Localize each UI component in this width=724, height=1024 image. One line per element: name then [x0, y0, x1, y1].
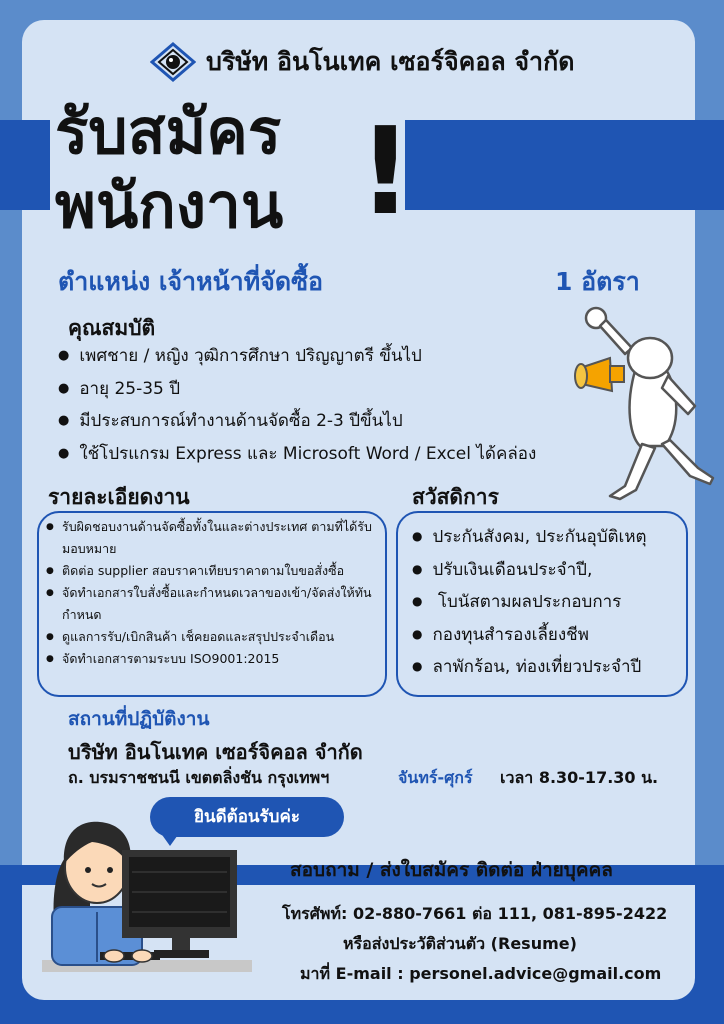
qualifications-heading: คุณสมบัติ [68, 316, 156, 340]
welfare-heading: สวัสดิการ [412, 485, 499, 509]
contact-phone: โทรศัพท์: 02-880-7661 ต่อ 111, 081-895-2422 [282, 904, 668, 923]
list-item: ● รับผิดชอบงานด้านจัดซื้อทั้งในและต่างประเทศ ตามที่ได้รับมอบหมาย [46, 516, 386, 560]
job-position: ตำแหน่ง เจ้าหน้าที่จัดซื้อ [58, 267, 324, 296]
qualifications-list [58, 340, 536, 470]
list-item: ● ติดต่อ supplier สอบราคาเทียบราคาตามใบขอสั่งซื้อ [46, 560, 386, 582]
greeting-bubble: ยินดีต้อนรับค่ะ [150, 797, 344, 837]
contact-email: มาที่ E-mail : personel.advice@gmail.com [300, 964, 662, 983]
list-item: ● มีประสบการณ์ทำงานด้านจัดซื้อ 2-3 ปีขึ้นไป [58, 405, 536, 438]
list-item: ● ประกันสังคม, ประกันอุบัติเหตุ [412, 521, 647, 554]
workplace-heading: สถานที่ปฏิบัติงาน [68, 708, 210, 730]
headline-line-2: พนักงาน [55, 169, 284, 242]
company-header [150, 42, 574, 82]
headline-line-1: รับสมัคร [55, 95, 282, 168]
list-item: ● ลาพักร้อน, ท่องเที่ยวประจำปี [412, 651, 647, 684]
job-openings: 1 อัตรา [555, 267, 640, 296]
list-item: ● เพศชาย / หญิง วุฒิการศึกษา ปริญญาตรี ขึ้นไป [58, 340, 536, 373]
list-item: ● ใช้โปรแกรม Express และ Microsoft Word / Excel ได้คล่อง [58, 438, 536, 471]
title-bar-right [405, 120, 724, 210]
list-item: ● ปรับเงินเดือนประจำปี, [412, 554, 647, 587]
list-item: ● จัดทำเอกสารใบสั่งซื้อและกำหนดเวลาของเข้า/จัดส่งให้ทันกำหนด [46, 582, 386, 626]
title-bar-left [0, 120, 50, 210]
welfare-list [412, 521, 647, 684]
list-item: ● โบนัสตามผลประกอบการ [412, 586, 647, 619]
workplace-address: ถ. บรมราชชนนี เขตตลิ่งชัน กรุงเทพฯ [68, 768, 330, 787]
company-name: บริษัท อินโนเทค เซอร์จิคอล จำกัด [206, 47, 575, 76]
megaphone-figure-icon [570, 296, 720, 501]
headline [55, 95, 283, 243]
eye-diamond-logo-icon [150, 42, 196, 82]
work-hours: เวลา 8.30-17.30 น. [500, 768, 659, 787]
list-item: ● กองทุนสำรองเลี้ยงชีพ [412, 619, 647, 652]
workplace-company: บริษัท อินโนเทค เซอร์จิคอล จำกัด [68, 740, 363, 764]
work-days: จันทร์-ศุกร์ [398, 768, 473, 787]
list-item: ● ดูแลการรับ/เบิกสินค้า เช็คยอดและสรุปประจำเดือน [46, 626, 386, 648]
contact-heading: สอบถาม / ส่งใบสมัคร ติดต่อ ฝ่ายบุคคล [290, 859, 613, 881]
list-item: ● จัดทำเอกสารตามระบบ ISO9001:2015 [46, 648, 386, 670]
woman-at-computer-icon [42, 812, 252, 972]
duties-heading: รายละเอียดงาน [48, 485, 190, 509]
contact-resume-note: หรือส่งประวัติส่วนตัว (Resume) [343, 934, 577, 953]
exclamation-mark: ! [358, 103, 413, 242]
list-item: ● อายุ 25-35 ปี [58, 373, 536, 406]
duties-list [46, 516, 386, 670]
